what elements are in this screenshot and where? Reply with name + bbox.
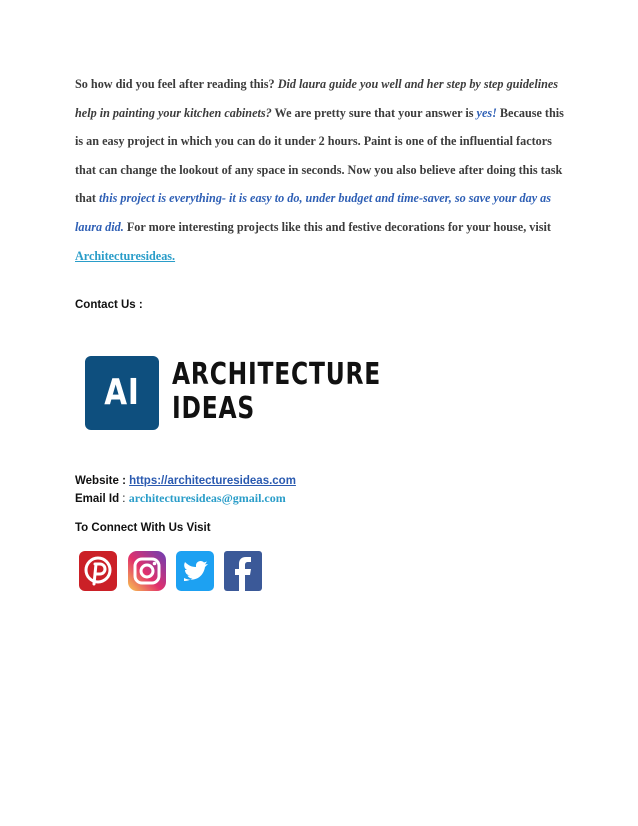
facebook-icon[interactable] [223, 550, 263, 592]
para-yes: yes! [476, 105, 497, 120]
para-text-1: So how did you feel after reading this? [75, 77, 278, 91]
para-question: Did laura guide you well and her step by step guidelines help in painting your kitchen cabinets? [75, 77, 559, 120]
website-link[interactable]: https://architecturesideas.com [129, 475, 296, 487]
architecturesideas-link[interactable]: Architecturesideas. [75, 248, 176, 263]
email-row [75, 491, 286, 506]
architecture-ideas-logo [85, 356, 382, 432]
logo-mark-text: AI [104, 372, 140, 413]
para-text-4: For more interesting projects like this and festive decorations for your house, visit [123, 219, 551, 234]
body-paragraph [75, 70, 575, 270]
email-link[interactable]: architecturesideas@gmail.com [128, 491, 286, 505]
connect-heading: To Connect With Us Visit [75, 522, 211, 534]
para-highlight: this project is everything- it is easy to do, under budget and time-saver, so save your day as laura did. [75, 191, 551, 234]
contact-heading: Contact Us : [75, 299, 143, 311]
logo-mark [85, 356, 159, 430]
email-separator: : [119, 493, 129, 505]
twitter-icon[interactable] [175, 550, 215, 592]
email-label: Email Id [75, 493, 120, 505]
logo-line-1: ARCHITECTURE [172, 357, 382, 392]
logo-line-2: IDEAS [172, 391, 255, 426]
para-text-3: Because this is an easy project in which you can do it under 2 hours. Paint is one of the influential factors that can change the lookout of any space in seconds. Now you also believe after doing this task that [75, 105, 564, 206]
pinterest-icon[interactable] [78, 550, 118, 592]
para-text-2: We are pretty sure that your answer is [271, 105, 477, 120]
website-row [75, 475, 296, 487]
website-label: Website : [75, 475, 126, 487]
logo-wordmark [172, 358, 381, 426]
instagram-icon[interactable] [127, 550, 167, 592]
